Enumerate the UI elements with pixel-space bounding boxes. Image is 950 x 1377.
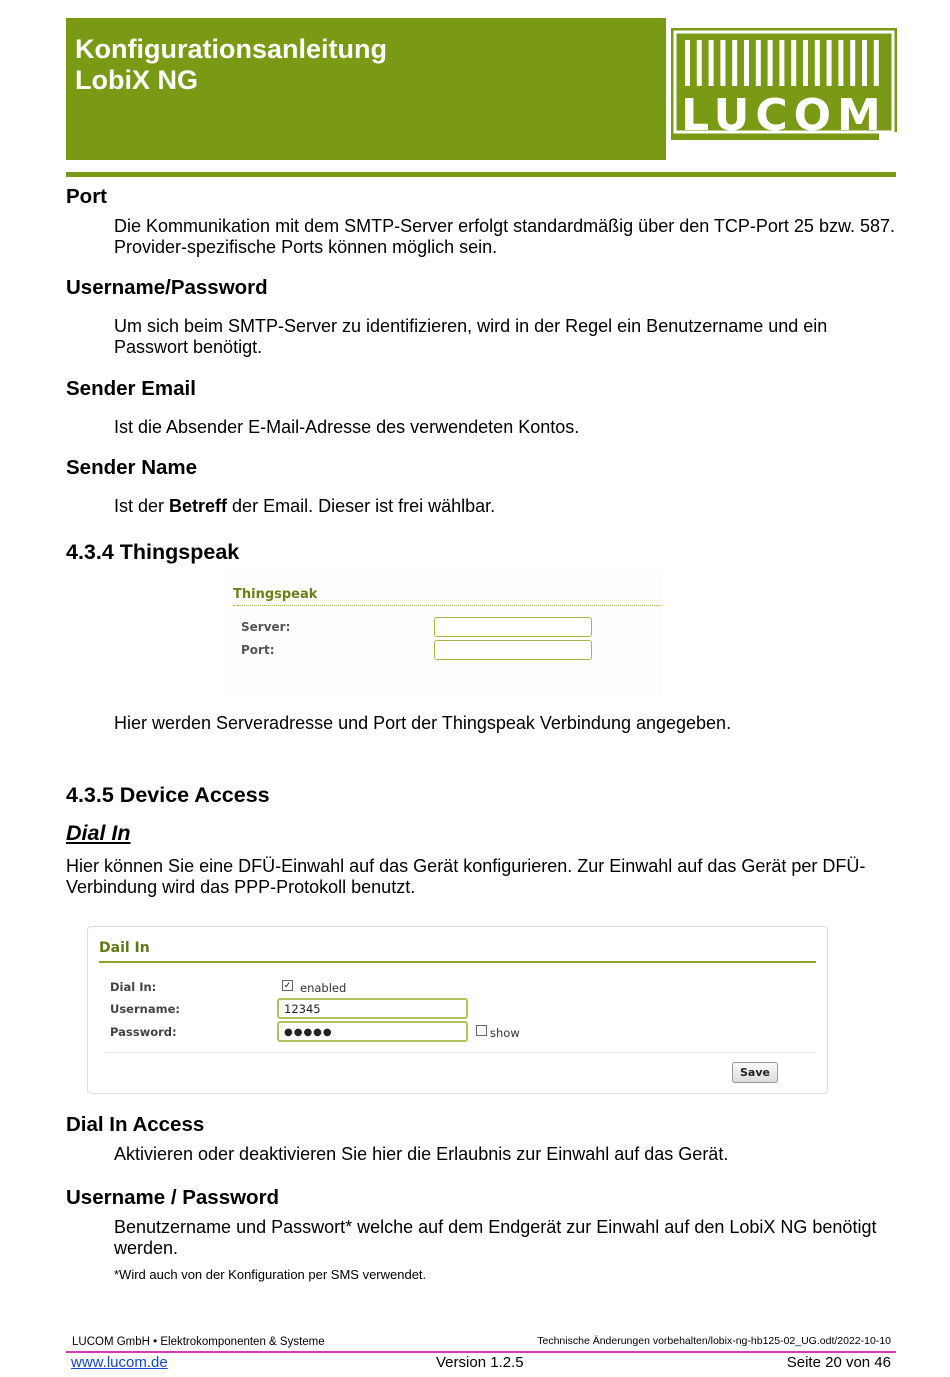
dial-in-screenshot <box>87 926 828 1094</box>
device-access-text: Hier können Sie eine DFÜ-Einwahl auf das Gerät konfigurieren. Zur Einwahl auf das Gerät per DFÜ-Verbindung wird das PPP-Protokoll benutzt. <box>66 856 866 897</box>
dial-in-panel-rule <box>99 961 816 963</box>
dial-in-label: Dial In: <box>110 980 157 994</box>
enabled-label: enabled <box>300 981 347 995</box>
logo-bar <box>791 40 796 86</box>
port-text: Die Kommunikation mit dem SMTP-Server erfolgt standardmäßig über den TCP-Port 25 bzw. 587. Provider-spezifische Ports können möglich sein. <box>114 216 895 257</box>
username-password-heading: Username / Password <box>66 1186 280 1209</box>
document-title: Konfigurationsanleitung <box>75 34 387 64</box>
logo-bar <box>709 40 714 86</box>
footer-note: Technische Änderungen vorbehalten/lobix-ng-hb125-02_UG.odt/2022-10-10 <box>537 1335 891 1347</box>
logo-bar <box>803 40 808 86</box>
sender-name-text <box>114 496 904 517</box>
footer-version: Version 1.2.5 <box>436 1354 524 1371</box>
logo-bar <box>779 40 784 86</box>
logo-bar <box>697 40 702 86</box>
thingspeak-server-input[interactable] <box>434 617 592 637</box>
thingspeak-port-input[interactable] <box>434 640 592 660</box>
password-label: Password: <box>110 1025 177 1039</box>
header-rule <box>66 172 896 177</box>
thingspeak-screenshot <box>222 572 662 696</box>
thingspeak-server-label: Server: <box>241 620 291 634</box>
dial-in-separator <box>105 1052 816 1053</box>
svg-text:LUCOM: LUCOM <box>681 90 887 140</box>
logo-bar <box>850 40 855 86</box>
sender-name-text-pre: Ist der <box>114 496 170 516</box>
sender-email-heading: Sender Email <box>66 377 196 400</box>
sender-name-text-bold: Betreff <box>169 496 228 516</box>
thingspeak-heading: 4.3.4 Thingspeak <box>66 540 240 564</box>
logo-bar <box>827 40 832 86</box>
product-name: LobiX NG <box>75 65 198 95</box>
show-password-checkbox[interactable] <box>476 1025 487 1036</box>
thingspeak-panel-title: Thingspeak <box>233 587 318 602</box>
sender-name-heading: Sender Name <box>66 456 198 479</box>
footer-rule <box>66 1351 896 1353</box>
port-heading: Port <box>66 185 107 208</box>
logo-bar <box>720 40 725 86</box>
logo-bar <box>862 40 867 86</box>
username-password-text: Benutzername und Passwort* welche auf dem Endgerät zur Einwahl auf den LobiX NG benötigt werden. <box>114 1217 877 1258</box>
logo-bar <box>838 40 843 86</box>
dial-in-access-heading: Dial In Access <box>66 1113 205 1136</box>
userpass-heading: Username/Password <box>66 276 268 299</box>
enabled-checkbox[interactable]: ✓ <box>283 980 292 990</box>
sender-email-text: Ist die Absender E-Mail-Adresse des verwendeten Kontos. <box>114 417 580 437</box>
device-access-heading: 4.3.5 Device Access <box>66 783 270 807</box>
thingspeak-text: Hier werden Serveradresse und Port der Thingspeak Verbindung angegeben. <box>114 713 732 733</box>
sms-footnote: *Wird auch von der Konfiguration per SMS verwendet. <box>114 1267 427 1282</box>
header-title-box <box>66 18 666 160</box>
logo-bar <box>815 40 820 86</box>
sender-name-text-post: der Email. Dieser ist frei wählbar. <box>227 496 496 516</box>
dial-in-panel-title: Dail In <box>99 940 150 956</box>
footer-company: LUCOM GmbH • Elektrokomponenten & Systeme <box>72 1336 325 1348</box>
logo-bar <box>874 40 879 86</box>
userpass-text: Um sich beim SMTP-Server zu identifizieren, wird in der Regel ein Benutzername und ein Passwort benötigt. <box>114 316 828 357</box>
show-password-label: show <box>490 1026 520 1040</box>
footer-website-link[interactable]: www.lucom.de <box>71 1354 168 1371</box>
logo-bar <box>756 40 761 86</box>
thingspeak-divider <box>233 605 661 606</box>
lucom-logo <box>671 28 897 140</box>
logo-bar <box>768 40 773 86</box>
thingspeak-port-label: Port: <box>241 643 275 657</box>
logo-bar <box>685 40 690 86</box>
save-button[interactable]: Save <box>732 1062 778 1083</box>
logo-bar <box>732 40 737 86</box>
dial-in-access-text: Aktivieren oder deaktivieren Sie hier die Erlaubnis zur Einwahl auf das Gerät. <box>114 1144 729 1164</box>
dial-in-subheading: Dial In <box>66 821 131 845</box>
password-input[interactable]: ●●●●● <box>277 1021 468 1042</box>
footer-page-number: Seite 20 von 46 <box>786 1354 891 1371</box>
username-input[interactable]: 12345 <box>277 998 468 1019</box>
username-label: Username: <box>110 1002 180 1016</box>
logo-bar <box>744 40 749 86</box>
